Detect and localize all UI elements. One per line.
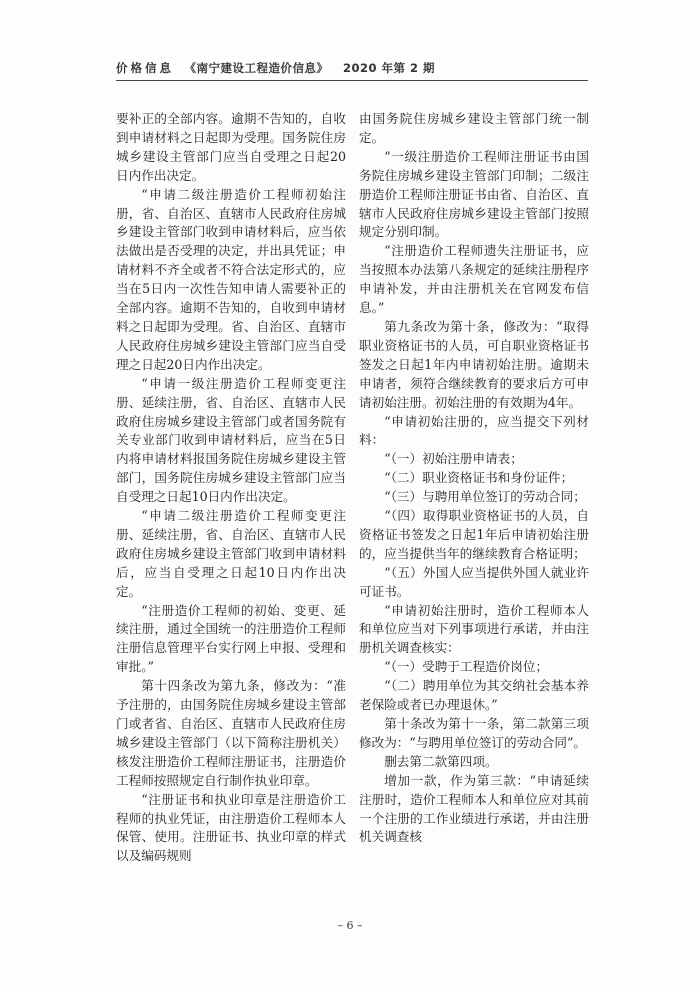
paragraph: 由国务院住房城乡建设主管部门统一制定。 [359, 111, 589, 145]
header-issue: 2020 年第 2 期 [343, 61, 436, 75]
paragraph: 要补正的全部内容。逾期不告知的，自收到申请材料之日起即为受理。国务院住房城乡建设主管部门应当自受理之日起20日内作出决定。 [116, 111, 346, 183]
page-number: – 6 – [337, 919, 363, 932]
paragraph: “申请二级注册造价工程师初始注册，省、自治区、直辖市人民政府住房城乡建设主管部门收到申请材料后，应当依法做出是否受理的决定，并出具凭证；申请材料不齐全或者不符合法定形式的，应当在5日内一次性告知申请人需要补正的全部内容。逾期不告知的，自收到申请材料之日起即为受理。省、自治区、直辖市人民政府住房城乡建设主管部门应当自受理之日起20日内作出决定。 [116, 186, 346, 372]
paragraph: 第十四条改为第九条，修改为：“准予注册的，由国务院住房城乡建设主管部门或者省、自治区、直辖市人民政府住房城乡建设主管部门（以下简称注册机关）核发注册造价工程师注册证书，注册造价工程师按照规定自行制作执业印章。 [116, 678, 346, 788]
paragraph: “（四）取得职业资格证书的人员，自资格证书签发之日起1年后申请初始注册的，应当提供当年的继续教育合格证明； [359, 508, 589, 561]
paragraph: “（一）受聘于工程造价岗位； [384, 659, 549, 675]
paragraph: “（二）聘用单位为其交纳社会基本养老保险或者已办理退休。” [359, 678, 589, 713]
paragraph: “一级注册造价工程师注册证书由国务院住房城乡建设主管部门印制；二级注册造价工程师注册证书由省、自治区、直辖市人民政府住房城乡建设主管部门按照规定分别印制。 [359, 148, 589, 240]
paragraph: “（一）初始注册申请表； [384, 451, 523, 467]
header-publication-title: 《南宁建设工程造价信息》 [184, 61, 329, 75]
paragraph: “申请初始注册的，应当提交下列材料： [359, 413, 589, 448]
left-text-column [116, 110, 346, 866]
paragraph: “（三）与聘用单位签订的劳动合同； [384, 489, 586, 505]
paragraph: “（五）外国人应当提供外国人就业许可证书。 [359, 564, 589, 599]
paragraph: “（二）职业资格证书和身份证件； [384, 470, 574, 486]
paragraph: 第十条改为第十一条，第二款第三项修改为：“与聘用单位签订的劳动合同”。 [359, 716, 589, 750]
paragraph: “注册造价工程师遗失注册证书，应当按照本办法第八条规定的延续注册程序申请补发，并由注册机关在官网发布信息。” [359, 243, 589, 316]
running-header [116, 60, 586, 82]
paragraph: “申请一级注册造价工程师变更注册、延续注册，省、自治区、直辖市人民政府住房城乡建设主管部门或者国务院有关专业部门收到申请材料后，应当在5日内将申请材料报国务院住房城乡建设主管部门，国务院住房城乡建设主管部门应当自受理之日起10日内作出决定。 [116, 375, 346, 505]
header-section-label: 价格信息 [116, 61, 174, 75]
paragraph: “注册证书和执业印章是注册造价工程师的执业凭证，由注册造价工程师本人保管、使用。注册证书、执业印章的样式以及编码规则 [116, 791, 346, 864]
header-rule [116, 80, 588, 81]
paragraph: 增加一款，作为第三款：“申请延续注册时，造价工程师本人和单位应对其前一个注册的工作业绩进行承诺，并由注册机关调查核 [359, 772, 589, 845]
paragraph: 删去第二款第四项。 [384, 753, 498, 769]
paragraph: “申请初始注册时，造价工程师本人和单位应当对下列事项进行承诺，并由注册机关调查核实： [359, 602, 589, 656]
paragraph: 第九条改为第十条，修改为：“取得职业资格证书的人员，可自职业资格证书签发之日起1年内申请初始注册。逾期未申请者，须符合继续教育的要求后方可申请初始注册。初始注册的有效期为4年。 [359, 318, 589, 410]
right-text-column [359, 110, 589, 847]
paragraph: “注册造价工程师的初始、变更、延续注册，通过全国统一的注册造价工程师注册信息管理平台实行网上申报、受理和审批。” [116, 602, 346, 675]
paragraph: “申请二级注册造价工程师变更注册、延续注册，省、自治区、直辖市人民政府住房城乡建设主管部门收到申请材料后，应当自受理之日起10日内作出决定。 [116, 508, 346, 599]
